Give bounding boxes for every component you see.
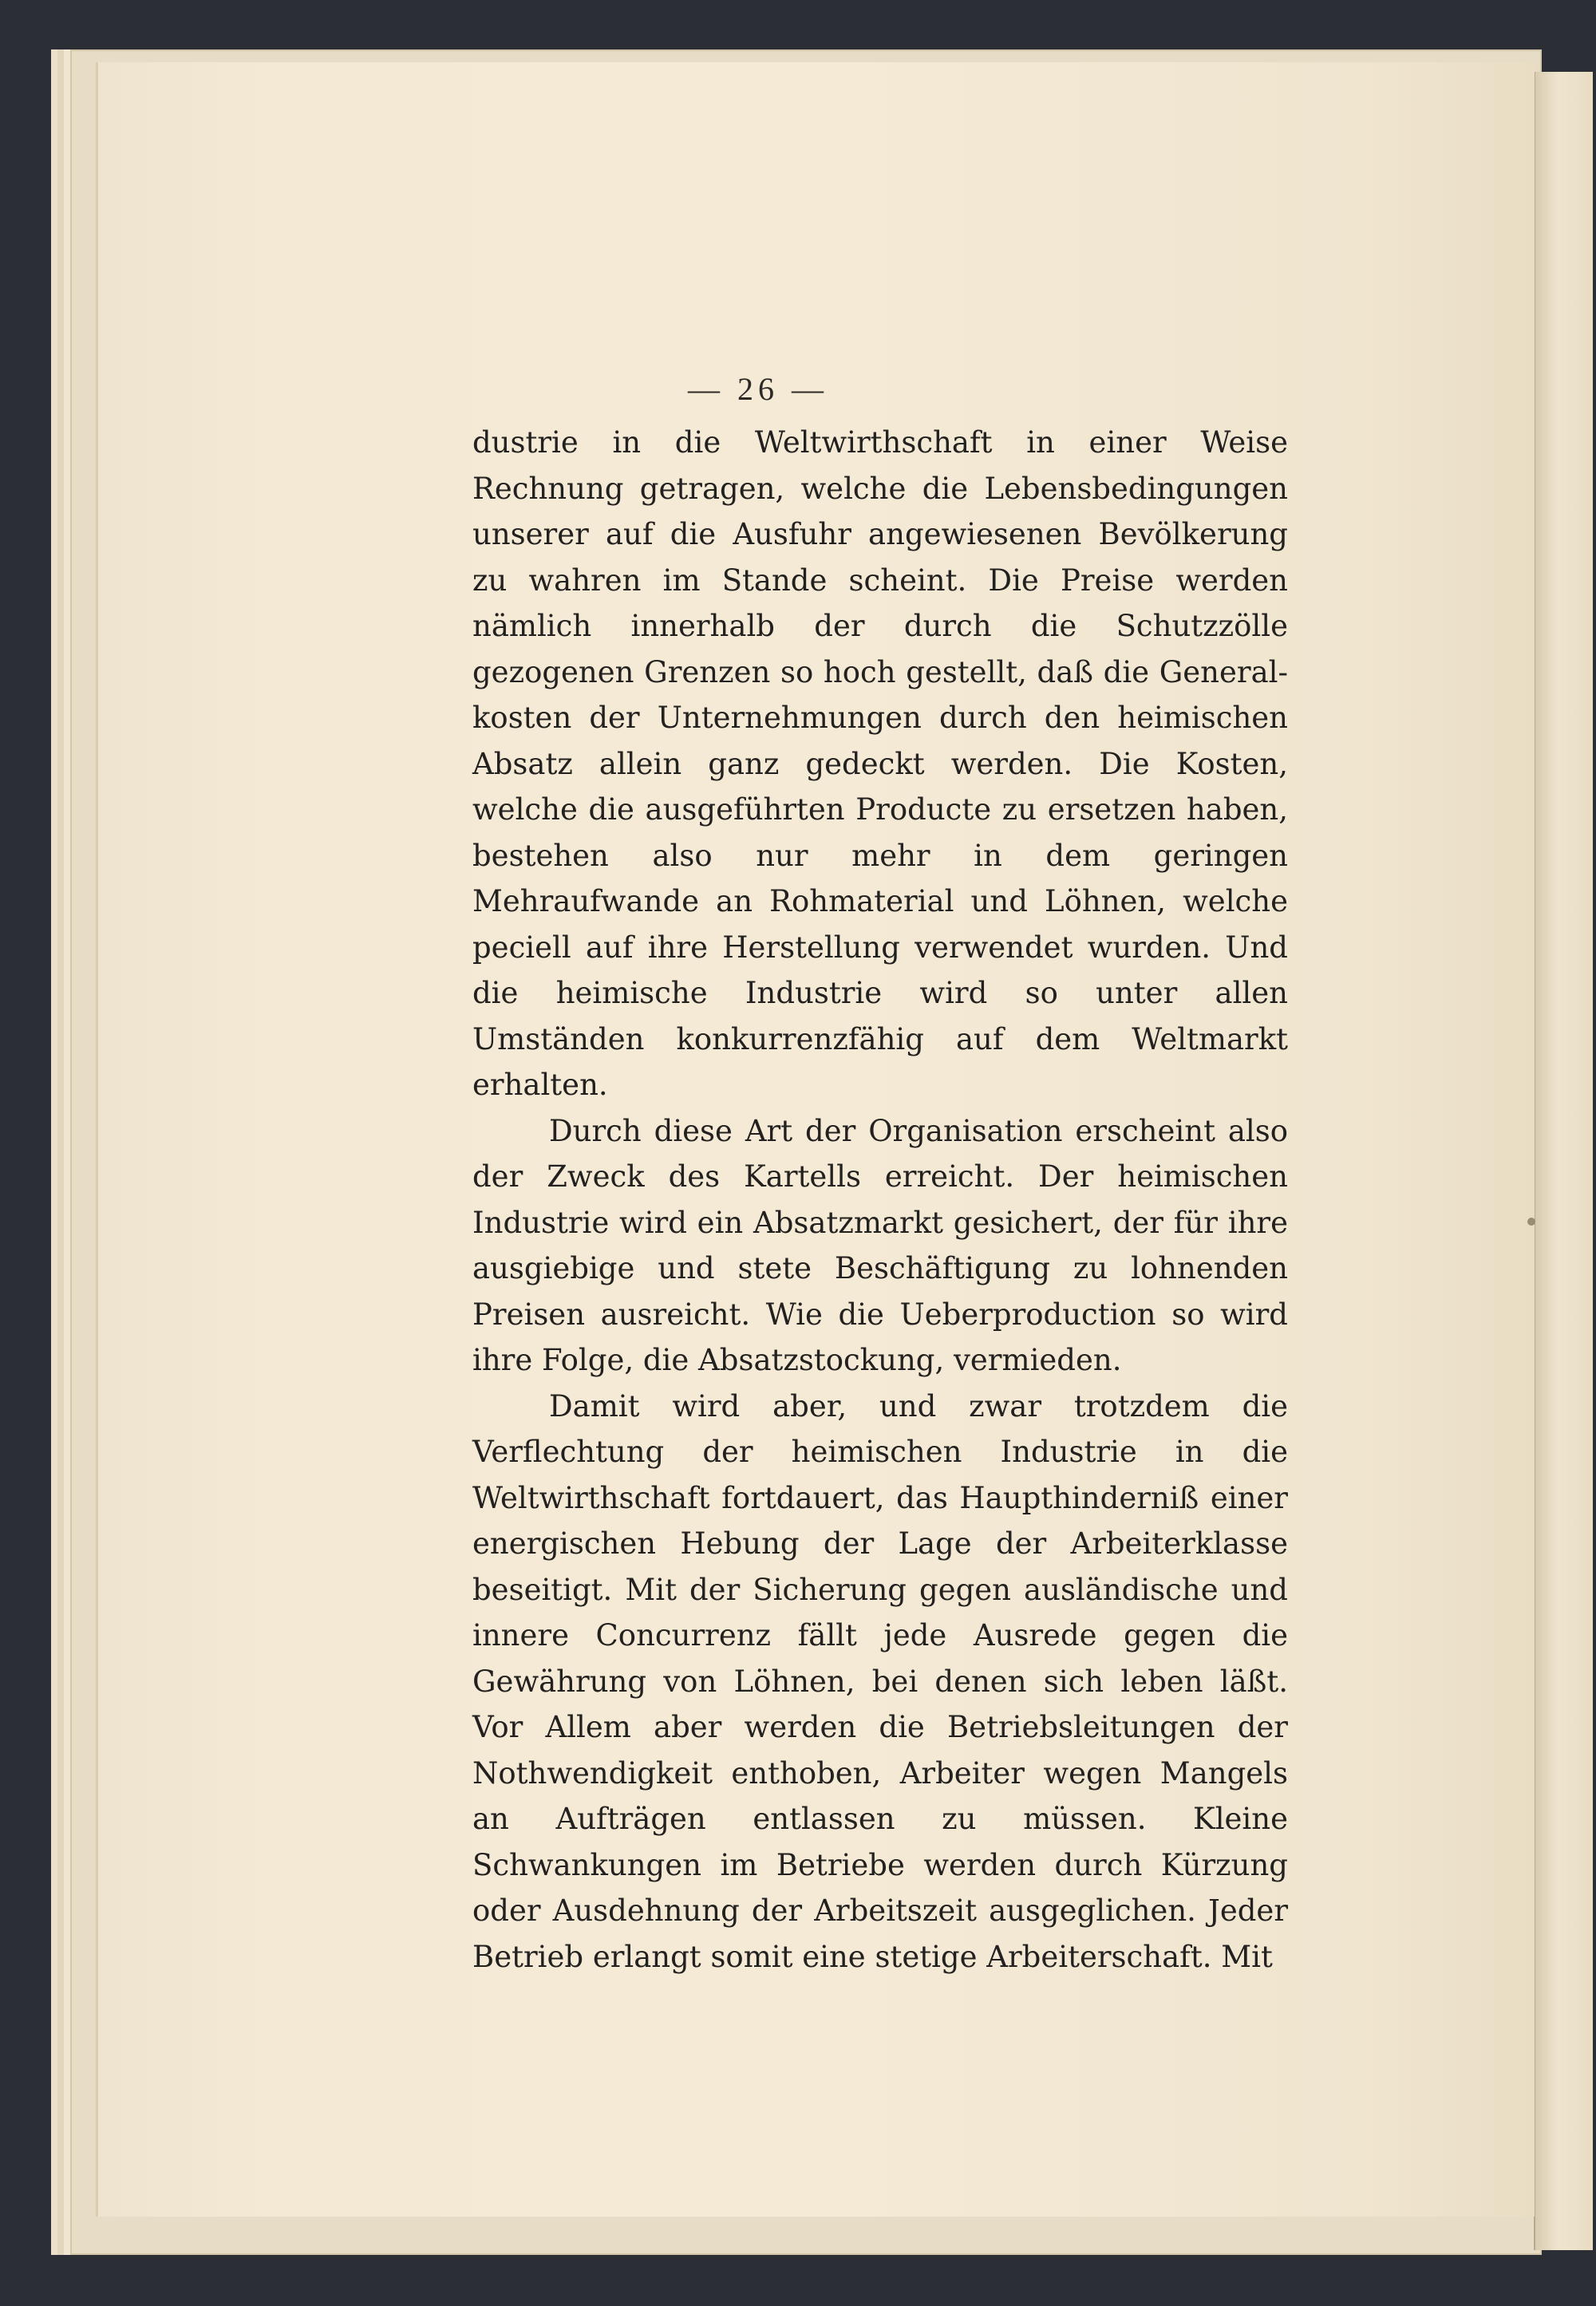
paragraph-2: Durch diese Art der Organisation erscheint also der Zweck des Kartells erreicht. Der heimischen Industrie wird ein Absatzmarkt gesichert, der für ihre ausgiebige und stete Beschäftigung zu lohnenden Preisen ausreicht. Wie die Ueberproduction so wird ihre Folge, die Absatzstockung, vermieden. bbox=[472, 1113, 1288, 1377]
page-edge-mark bbox=[1527, 1218, 1535, 1226]
paragraph-1: dustrie in die Weltwirthschaft in einer Weise Rechnung getragen, welche die Lebensbedingungen unserer auf die Ausfuhr angewiesenen Bevölkerung zu wahren im Stande scheint. Die Preise werden nämlich innerhalb der durch die Schutzzölle gezogenen Grenzen so hoch gestellt, daß die Generalkosten der Unternehmungen durch den heimischen Absatz allein ganz gedeckt werden. Die Kosten, welche die ausgeführten Producte zu ersetzen haben, bestehen also nur mehr in dem geringen Mehraufwande an Rohmaterial und Löhnen, welche peciell auf ihre Herstellung verwendet wurden. Und die heimische Industrie wird so unter allen Umständen konkurrenzfähig auf dem Weltmarkt erhalten. bbox=[472, 425, 1288, 1102]
next-page-edge bbox=[1534, 72, 1593, 2250]
paragraph-3: Damit wird aber, und zwar trotzdem die Verflechtung der heimischen Industrie in die Weltwirthschaft fortdauert, das Haupthinderniß einer energischen Hebung der Lage der Arbeiterklasse beseitigt. Mit der Sicherung gegen ausländische und innere Concurrenz fällt jede Ausrede gegen die Gewährung von Löhnen, bei denen sich leben läßt. Vor Allem aber werden die Betriebsleitungen der Nothwendigkeit enthoben, Arbeiter wegen Mangels an Aufträgen entlassen zu müssen. Kleine Schwankungen im Betriebe werden durch Kürzung oder Ausdehnung der Arbeitszeit ausgeglichen. Jeder Betrieb erlangt somit eine stetige Arbeiterschaft. Mit bbox=[472, 1388, 1288, 1974]
page-number: — 26 — bbox=[688, 371, 828, 407]
page-text-block bbox=[472, 420, 1288, 1980]
